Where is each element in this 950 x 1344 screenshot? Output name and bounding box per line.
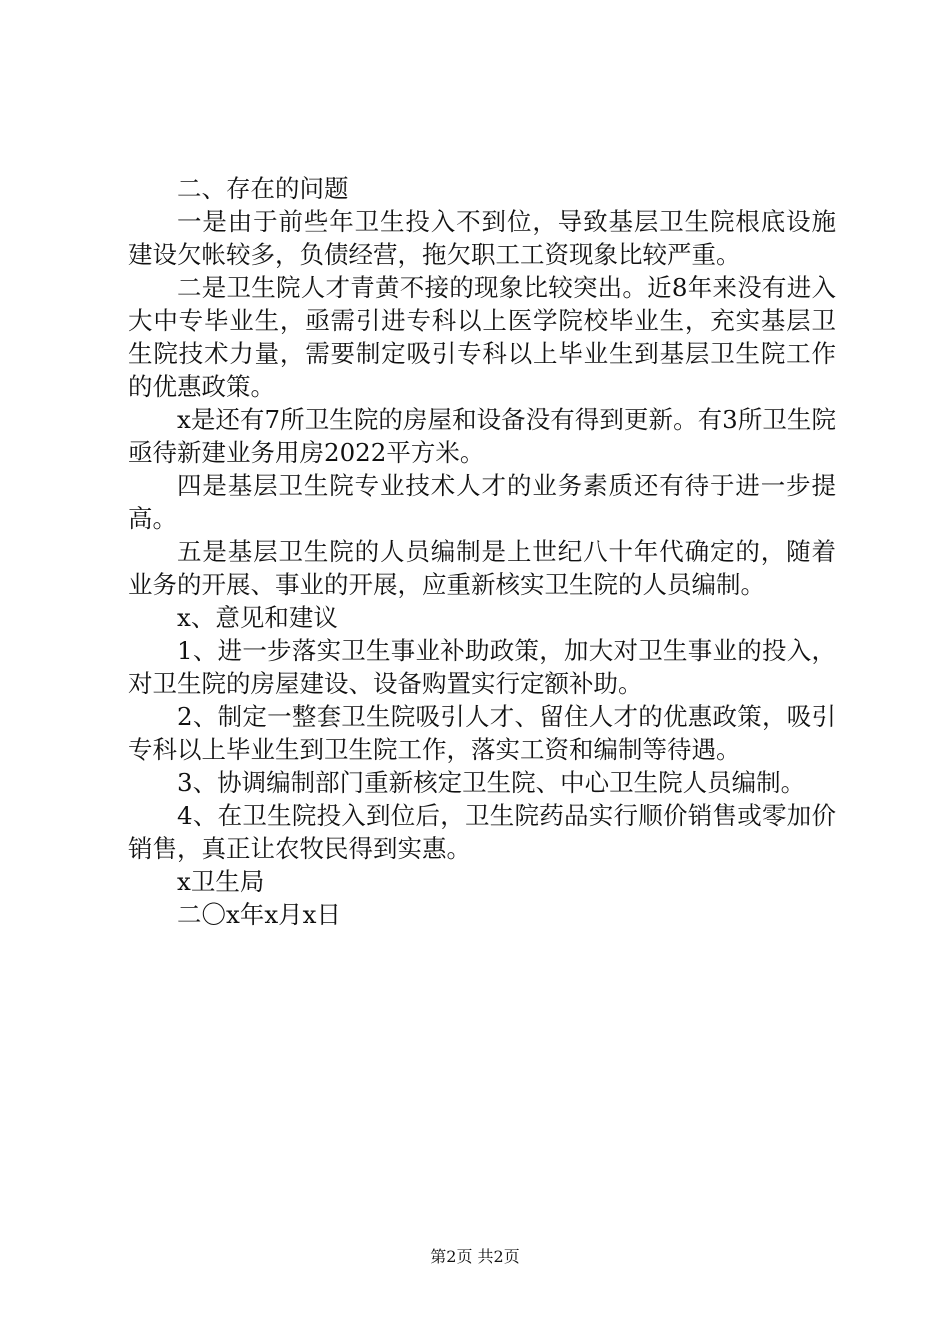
paragraph-problem-5: 五是基层卫生院的人员编制是上世纪八十年代确定的，随着业务的开展、事业的开展，应重新核实卫生院的人员编制。 [128, 537, 836, 599]
paragraph-suggestion-3: 3、协调编制部门重新核定卫生院、中心卫生院人员编制。 [177, 768, 806, 797]
section-heading-problems: 二、存在的问题 [177, 174, 349, 203]
section-heading-suggestions: x、意见和建议 [177, 603, 338, 632]
paragraph-suggestion-2: 2、制定一整套卫生院吸引人才、留住人才的优惠政策，吸引专科以上毕业生到卫生院工作，落实工资和编制等待遇。 [128, 702, 836, 764]
paragraph-problem-3: x是还有7所卫生院的房屋和设备没有得到更新。有3所卫生院亟待新建业务用房2022平方米。 [128, 405, 836, 467]
page-number-footer: 第2页 共2页 [430, 1247, 520, 1266]
paragraph-suggestion-4: 4、在卫生院投入到位后，卫生院药品实行顺价销售或零加价销售，真正让农牧民得到实惠。 [128, 801, 836, 863]
paragraph-problem-2: 二是卫生院人才青黄不接的现象比较突出。近8年来没有进入大中专毕业生，亟需引进专科以上医学院校毕业生，充实基层卫生院技术力量，需要制定吸引专科以上毕业生到基层卫生院工作的优惠政策。 [128, 273, 836, 401]
document-body [128, 172, 836, 931]
paragraph-problem-4: 四是基层卫生院专业技术人才的业务素质还有待于进一步提高。 [128, 471, 836, 533]
signature-organization: x卫生局 [177, 867, 265, 896]
paragraph-problem-1: 一是由于前些年卫生投入不到位，导致基层卫生院根底设施建设欠帐较多，负债经营，拖欠职工工资现象比较严重。 [128, 207, 836, 269]
paragraph-suggestion-1: 1、进一步落实卫生事业补助政策，加大对卫生事业的投入，对卫生院的房屋建设、设备购置实行定额补助。 [128, 636, 836, 698]
signature-date: 二〇x年x月x日 [177, 900, 341, 929]
